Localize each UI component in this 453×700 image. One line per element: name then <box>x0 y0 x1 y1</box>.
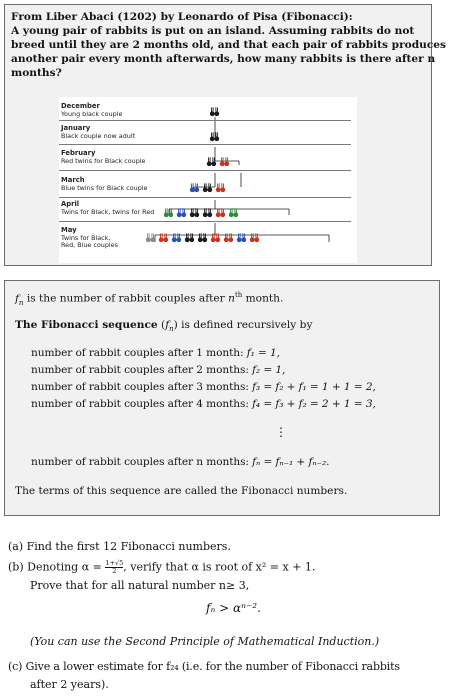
rabbit-pair-icon <box>209 106 220 117</box>
question-a: (a) Find the first 12 Fibonacci numbers. <box>8 540 231 553</box>
vertical-ellipsis: ⋮ <box>275 425 287 439</box>
rabbit-pair-icon <box>202 182 213 193</box>
rabbit-family-tree-figure <box>59 97 357 263</box>
question-c-line2: after 2 years). <box>30 678 109 691</box>
month-label-april: April Twins for Black, twins for Red <box>61 200 155 216</box>
recursion-row: number of rabbit couples after 3 months: f₃ = f₂ + f₁ = 1 + 1 = 2, <box>31 381 376 393</box>
rabbit-pair-icon <box>215 207 226 218</box>
rabbit-pair-icon <box>249 232 260 243</box>
rabbits-row-may <box>145 232 260 243</box>
rabbit-pair-icon <box>189 207 200 218</box>
month-divider <box>59 197 351 198</box>
intro-line: From Liber Abaci (1202) by Leonardo of Pisa (Fibonacci): <box>11 11 353 23</box>
rabbit-pair-icon <box>163 207 174 218</box>
month-label-february: February Red twins for Black couple <box>61 149 146 165</box>
sequence-definition: The Fibonacci sequence $(f_n)$ is defined recursively by <box>15 319 313 334</box>
month-label-december: December Young black couple <box>61 102 123 118</box>
month-label-may: May Twins for Black, Red, Blue couples <box>61 226 118 249</box>
rabbit-pair-icon <box>206 156 217 167</box>
question-c-line1: (c) Give a lower estimate for f₂₄ (i.e. for the number of Fibonacci rabbits <box>8 660 400 673</box>
rabbit-pair-icon <box>215 182 226 193</box>
rabbit-pair-icon <box>145 232 156 243</box>
recursion-row: number of rabbit couples after 4 months: f₄ = f₃ + f₂ = 2 + 1 = 3, <box>31 398 376 410</box>
rabbits-row-march <box>189 182 226 193</box>
intro-line: months? <box>11 67 62 79</box>
inequality: fₙ > αⁿ⁻². <box>206 601 261 615</box>
rabbit-pair-icon <box>228 207 239 218</box>
rabbit-pair-icon <box>184 232 195 243</box>
rabbit-pair-icon <box>189 182 200 193</box>
rabbit-pair-icon <box>176 207 187 218</box>
intro-line: A young pair of rabbits is put on an island. Assuming rabbits do not <box>11 25 415 37</box>
induction-hint: (You can use the Second Principle of Mathematical Induction.) <box>30 635 380 648</box>
rabbit-pair-icon <box>209 131 220 142</box>
month-divider <box>59 144 351 145</box>
rabbits-row-february <box>206 156 230 167</box>
rabbit-pair-icon <box>210 232 221 243</box>
recursion-row: number of rabbit couples after n months: fₙ = fₙ₋₁ + fₙ₋₂. <box>31 456 330 468</box>
rabbits-row-april <box>163 207 239 218</box>
intro-line: breed until they are 2 months old, and that each pair of rabbits produces <box>11 39 446 51</box>
month-divider <box>59 221 351 222</box>
rabbit-pair-icon <box>171 232 182 243</box>
recursion-row: number of rabbit couples after 1 month: f₁ = 1, <box>31 347 280 359</box>
rabbit-pair-icon <box>197 232 208 243</box>
month-label-january: January Black couple now adult <box>61 124 136 140</box>
rabbit-pair-icon <box>219 156 230 167</box>
rabbit-pair-icon <box>158 232 169 243</box>
fn-note: $f_n$ is the number of rabbit couples after $n^{th}$ month. <box>15 291 284 307</box>
rabbit-pair-icon <box>223 232 234 243</box>
terms-note: The terms of this sequence are called the Fibonacci numbers. <box>15 485 348 497</box>
rabbits-row-december <box>209 106 220 117</box>
recursion-row: number of rabbit couples after 2 months: f₂ = 1, <box>31 364 286 376</box>
month-label-march: March Blue twins for Black couple <box>61 176 148 192</box>
question-b-line2: Prove that for all natural number n≥ 3, <box>30 579 250 592</box>
fibonacci-definition-box <box>4 280 440 516</box>
problem-intro-box <box>4 4 446 266</box>
alpha-fraction: $\frac{1+√5}{2}$ <box>105 559 124 575</box>
rabbit-pair-icon <box>202 207 213 218</box>
month-divider <box>59 120 351 121</box>
rabbit-pair-icon <box>236 232 247 243</box>
rabbits-row-january <box>209 131 220 142</box>
question-b-line1: (b) Denoting α = $\frac{1+√5}{2}$ , verify that α is root of x² = x + 1. <box>8 559 316 575</box>
month-divider <box>59 170 351 171</box>
intro-line: another pair every month afterwards, how many rabbits is there after n <box>11 53 436 65</box>
